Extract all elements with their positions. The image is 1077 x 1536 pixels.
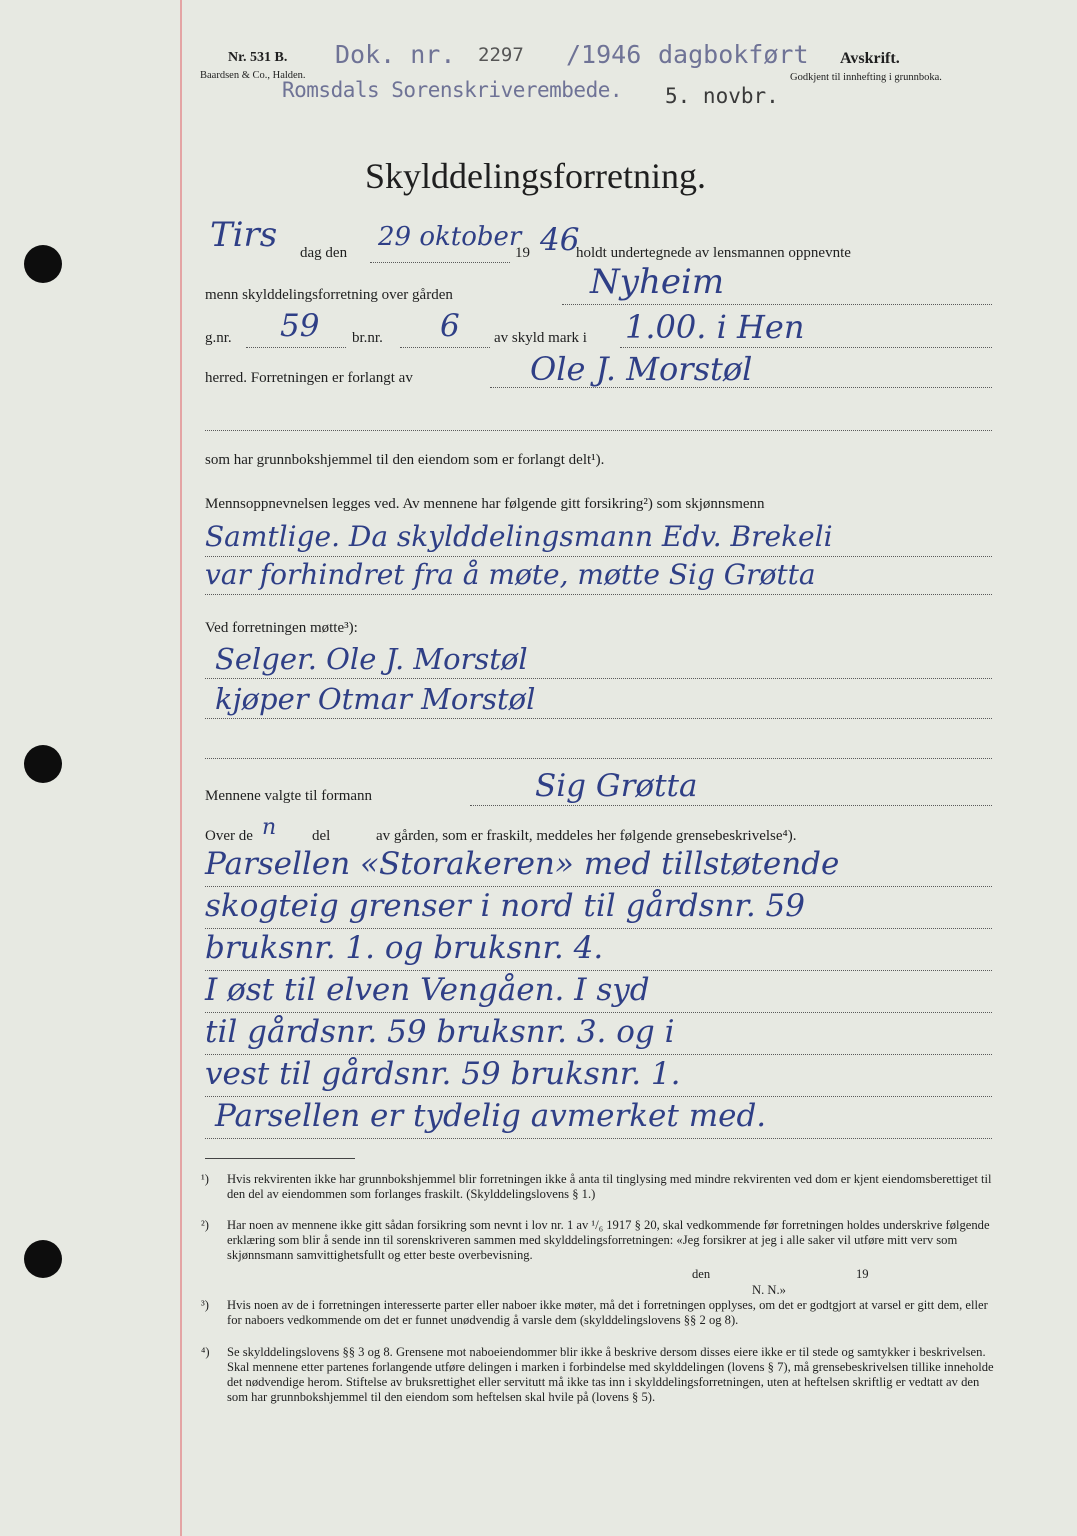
- boundary-hand-2: skogteig grenser i nord til gårdsnr. 59: [205, 888, 806, 924]
- boundary-label-1: Over de: [205, 828, 253, 844]
- boundary-label-hand: n: [262, 815, 277, 840]
- attendee-hand-2: kjøper Otmar Morstøl: [215, 682, 536, 716]
- footnote-1: [201, 1172, 1000, 1202]
- footnote-2-19: 19: [856, 1267, 869, 1281]
- gnr-hand: 59: [280, 308, 320, 344]
- chair-hand: Sig Grøtta: [535, 768, 698, 804]
- farm-hand: Nyheim: [590, 262, 725, 302]
- footnote-mark: ³): [201, 1298, 209, 1312]
- footnote-2-signoff: N. N.»: [752, 1283, 786, 1297]
- date-hand: 29 oktober: [378, 222, 522, 252]
- year-hand: 46: [540, 222, 580, 258]
- attendee-hand-1: Selger. Ole J. Morstøl: [215, 642, 528, 676]
- punch-hole: [24, 245, 62, 283]
- margin-line: [180, 0, 182, 1536]
- punch-hole: [24, 745, 62, 783]
- form-number: Nr. 531 B.: [228, 50, 288, 65]
- stamp-diary: dagbokført: [658, 40, 809, 69]
- mark-label: av skyld mark i: [494, 330, 587, 346]
- footnote-mark: ²): [201, 1218, 209, 1232]
- footnote-text: Se skylddelingslovens §§ 3 og 8. Grensene mot naboeiendommer blir ikke å beskrive dersom disses eiere ikke er til stede og samtykker i beskrivelsen. Skal mennene etter partenes forlangende utføre delingen i marken i forbindelse med skylddelingen (lovens § 7), må grensebeskrivelsen tillike inneholde det nødvendige herom. Stiftelse av bruksrettighet eller servitutt må ikke tas inn i skylddelingsforretningen, uten at heftelsen skriftlig er vedtatt av den som har grunnbokshjemmel til den eiendom som heftelsen skal hvile på (lovens § 5).: [227, 1345, 994, 1404]
- footnote-mark: ⁴): [201, 1345, 210, 1359]
- insurance-hand-1: Samtlige. Da skylddelingsmann Edv. Brekeli: [205, 520, 833, 553]
- footnote-mark: ¹): [201, 1172, 209, 1186]
- boundary-hand-3: bruksnr. 1. og bruksnr. 4.: [205, 930, 604, 966]
- boundary-hand-7: Parsellen er tydelig avmerket med.: [215, 1098, 767, 1134]
- boundary-hand-5: til gårdsnr. 59 bruksnr. 3. og i: [205, 1014, 675, 1050]
- century-label: 19: [515, 245, 530, 261]
- bnr-label: br.nr.: [352, 330, 383, 346]
- footnote-2-den: den: [692, 1267, 711, 1281]
- mark-hand: 1.00. i Hen: [625, 308, 805, 346]
- footnote-text: Hvis rekvirenten ikke har grunnbokshjemmel blir forretningen ikke å anta til tinglysing med mindre rekvirenten ved dom er kjent eiendomsberettiget til den del av eiendommen som forlanges fraskilt. (Skylddelingslovens § 1.): [227, 1172, 992, 1201]
- footnote-2: [201, 1218, 1000, 1263]
- chair-label: Mennene valgte til formann: [205, 788, 373, 804]
- stamp-date: 5. novbr.: [665, 84, 779, 108]
- gnr-label: g.nr.: [205, 330, 232, 346]
- requester-label: herred. Forretningen er forlangt av: [205, 370, 413, 386]
- held-text: holdt undertegnede av lensmannen oppnevnte: [576, 245, 851, 261]
- doc-number: 2297: [478, 44, 524, 66]
- boundary-hand-4: I øst til elven Vengåen. I syd: [205, 972, 650, 1008]
- weekday-hand: Tirs: [210, 215, 278, 255]
- date-label: dag den: [300, 245, 348, 261]
- boundary-hand-6: vest til gårdsnr. 59 bruksnr. 1.: [205, 1056, 681, 1092]
- bnr-hand: 6: [440, 308, 460, 344]
- boundary-label-2: del: [312, 828, 331, 844]
- requester-hand: Ole J. Morstøl: [530, 350, 753, 388]
- footnote-divider: [205, 1158, 355, 1159]
- approval-note: Godkjent til innhefting i grunnboka.: [790, 72, 942, 83]
- farm-label: menn skylddelingsforretning over gården: [205, 287, 453, 303]
- footnote-text: Hvis noen av de i forretningen interesserte parter eller naboer ikke møter, må det i forretningen opplyses, om det er godtgjort at varsel er gitt dem, eller for naboers vedkommende om det er funnet unødvendig å varsle dem (skylddelingslovens §§ 2 og 8).: [227, 1298, 988, 1327]
- stamp-office: Romsdals Sorenskriverembede.: [282, 78, 623, 102]
- stamp-year: /1946: [566, 40, 642, 69]
- copy-label: Avskrift.: [840, 50, 900, 67]
- footnote-text: Har noen av mennene ikke gitt sådan forsikring som nevnt i lov nr. 1 av ¹/₆ 1917 § 20, skal vedkommende før forretningen holdes underskrive følgende erklæring som blir å sende inn til sorenskriveren sammen med skylddelingsforretningen: «Jeg forsikrer at jeg i alle saker vil utføre mitt verv som skjønnsmann samvittighetsfullt og etter beste overbevisning.: [227, 1218, 990, 1262]
- boundary-label-3: av gården, som er fraskilt, meddeles her følgende grensebeskrivelse⁴).: [376, 828, 797, 844]
- attendees-label: Ved forretningen møtte³):: [205, 620, 358, 636]
- footnote-3: [201, 1298, 1000, 1328]
- ownership-text: som har grunnbokshjemmel til den eiendom som er forlangt delt¹).: [205, 452, 605, 468]
- publisher: Baardsen & Co., Halden.: [200, 70, 306, 81]
- document-title: Skylddelingsforretning.: [365, 156, 706, 196]
- insurance-text: Mennsoppnevnelsen legges ved. Av mennene har følgende gitt forsikring²) som skjønnsmenn: [205, 496, 765, 512]
- footnote-4: [201, 1345, 1000, 1405]
- insurance-hand-2: var forhindret fra å møte, møtte Sig Grøtta: [205, 558, 816, 591]
- stamp-label: Dok. nr.: [335, 40, 456, 69]
- boundary-hand-1: Parsellen «Storakeren» med tillstøtende: [205, 846, 840, 882]
- punch-hole: [24, 1240, 62, 1278]
